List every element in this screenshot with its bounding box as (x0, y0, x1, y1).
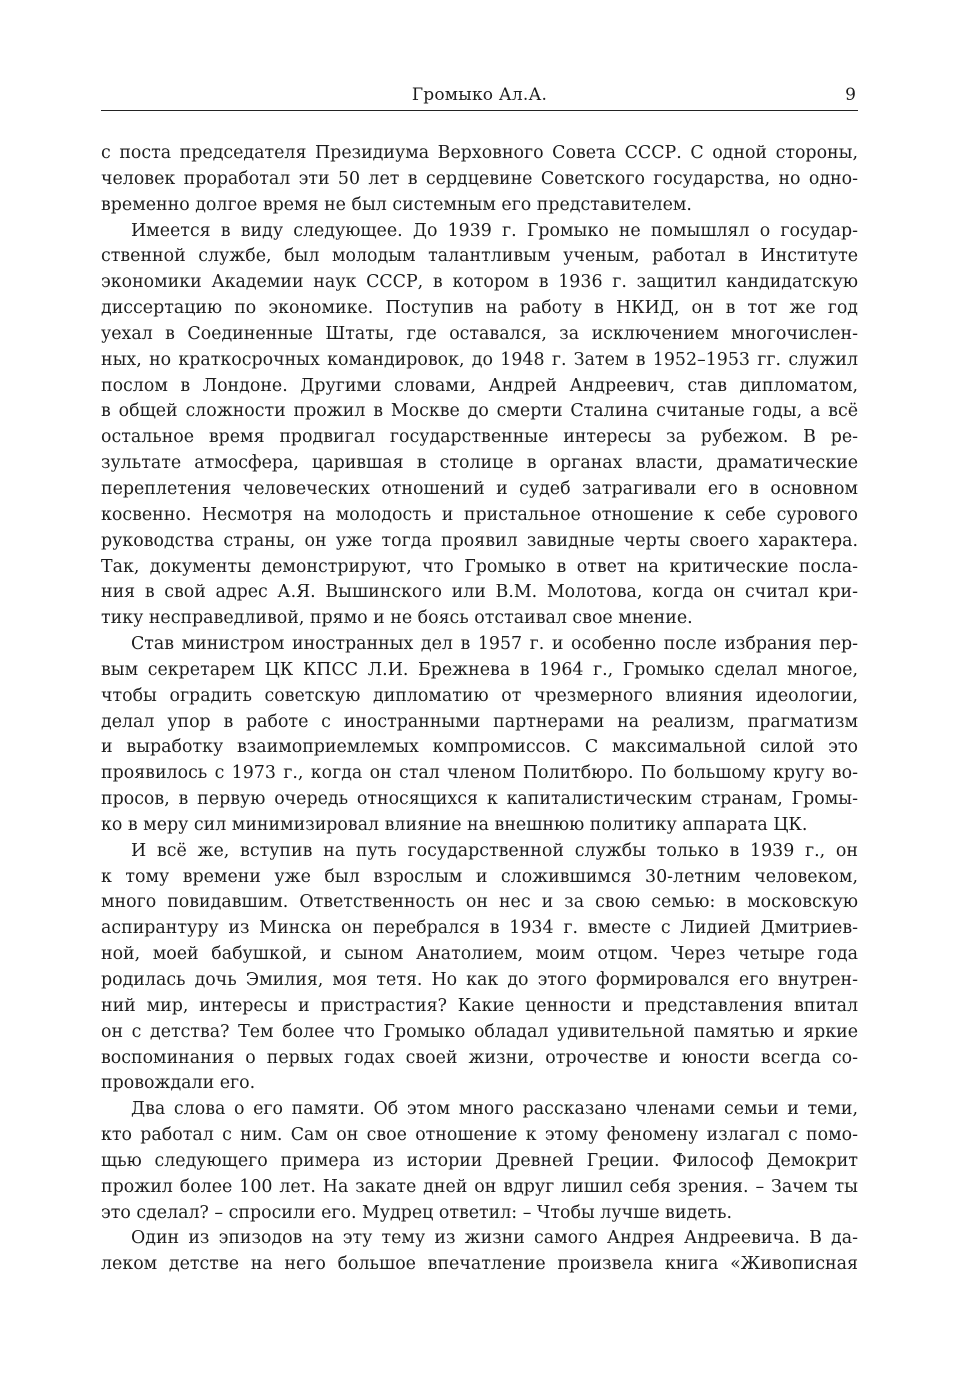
text-line: ных, но краткосрочных командировок, до 1948 г. Затем в 1952–1953 гг. служил (101, 349, 858, 370)
paragraph-first-line: Имеется в виду следующее. До 1939 г. Громыко не помышлял о государ- (131, 220, 858, 241)
text-line: аспирантуру из Минска он перебрался в 1934 г. вместе с Лидией Дмитриев- (101, 918, 858, 939)
text-line: чтобы оградить советскую дипломатию от чрезмерного влияния идеологии, (101, 685, 858, 706)
text-line: провождали его. (101, 1073, 256, 1094)
text-line: переплетения человеческих отношений и судеб затрагивали его в основном (101, 478, 858, 499)
text-line: и выработку взаимоприемлемых компромиссов. С максимальной силой это (101, 737, 858, 758)
body-text (101, 141, 858, 1278)
text-line: зультате атмосфера, царившая в столице в органах власти, драматические (101, 453, 858, 474)
text-line: человек проработал эти 50 лет в сердцевине Советского государства, но одно- (101, 168, 858, 189)
text-line: ния в свой адрес А.Я. Вышинского или В.М. Молотова, когда он считал кри- (101, 582, 858, 603)
paragraph-first-line: Став министром иностранных дел в 1957 г. и особенно после избрания пер- (131, 634, 858, 655)
text-line: щью следующего примера из истории Древней Греции. Философ Демокрит (101, 1150, 858, 1171)
text-line: временно долгое время не был системным его представителем. (101, 194, 692, 215)
text-line: кто работал с ним. Сам он свое отношение к этому феномену излагал с помо- (101, 1125, 858, 1146)
paragraph-first-line: И всё же, вступив на путь государственной службы только в 1939 г., он (131, 840, 858, 861)
text-line: много повидавшим. Ответственность он нес и за свою семью: в московскую (101, 892, 858, 913)
text-line: вым секретарем ЦК КПСС Л.И. Брежнева в 1964 г., Громыко сделал многое, (101, 659, 858, 680)
paragraph-first-line: Один из эпизодов на эту тему из жизни самого Андрея Андреевича. В да- (131, 1228, 858, 1249)
text-line: прожил более 100 лет. На закате дней он вдруг лишил себя зрения. – Зачем ты (101, 1176, 858, 1197)
running-title: Громыко Ал.А. (411, 85, 548, 105)
text-line: ний мир, интересы и пристрастия? Какие ценности и представления впитал (101, 995, 858, 1016)
text-line: леком детстве на него большое впечатление произвела книга «Живописная (101, 1254, 858, 1275)
text-line: с поста председателя Президиума Верховного Совета СССР. С одной стороны, (101, 143, 858, 163)
running-header (101, 82, 858, 111)
text-line: косвенно. Несмотря на молодость и пристальное отношение к себе сурового (101, 504, 858, 525)
text-line: послом в Лондоне. Другими словами, Андрей Андреевич, став дипломатом, (101, 375, 858, 396)
text-line: к тому времени уже был взрослым и сложившимся 30-летним человеком, (101, 866, 858, 887)
text-line: ной, моей бабушкой, и сыном Анатолием, моим отцом. Через четыре года (101, 944, 858, 965)
text-line: ко в меру сил минимизировал влияние на внешнюю политику аппарата ЦК. (101, 814, 808, 835)
text-line: воспоминания о первых годах своей жизни, отрочестве и юности всегда со- (101, 1047, 858, 1068)
text-line: диссертацию по экономике. Поступив на работу в НКИД, он в тот же год (101, 298, 858, 319)
text-line: тику несправедливой, прямо и не боясь отстаивал свое мнение. (101, 608, 693, 629)
text-line: просов, в первую очередь относящихся к капиталистическим странам, Громы- (101, 789, 858, 810)
text-line: в общей сложности прожил в Москве до смерти Сталина считаные годы, а всё (101, 401, 858, 422)
text-line: остальное время продвигал государственные интересы за рубежом. В ре- (101, 427, 858, 448)
text-line: родилась дочь Эмилия, моя тетя. Но как до этого формировался его внутрен- (101, 970, 858, 990)
text-line: уехал в Соединенные Штаты, где оставался, за исключением многочислен- (101, 323, 858, 344)
text-line: Так, документы демонстрируют, что Громыко в ответ на критические посла- (101, 556, 858, 577)
paragraph-first-line: Два слова о его памяти. Об этом много рассказано членами семьи и теми, (131, 1099, 858, 1120)
page-number: 9 (845, 85, 856, 105)
text-line: это сделал? – спросили его. Мудрец ответил: – Чтобы лучше видеть. (101, 1202, 733, 1223)
text-line: делал упор в работе с иностранными партнерами на реализм, прагматизм (101, 711, 858, 732)
text-line: он с детства? Тем более что Громыко обладал удивительной памятью и яркие (101, 1021, 858, 1042)
text-line: проявилось с 1973 г., когда он стал членом Политбюро. По большому кругу во- (101, 763, 858, 784)
text-line: ственной службе, был молодым талантливым ученым, работал в Институте (101, 246, 858, 267)
text-line: руководства страны, он уже тогда проявил завидные черты своего характера. (101, 530, 858, 551)
text-line: экономики Академии наук СССР, в котором в 1936 г. защитил кандидатскую (101, 272, 858, 293)
